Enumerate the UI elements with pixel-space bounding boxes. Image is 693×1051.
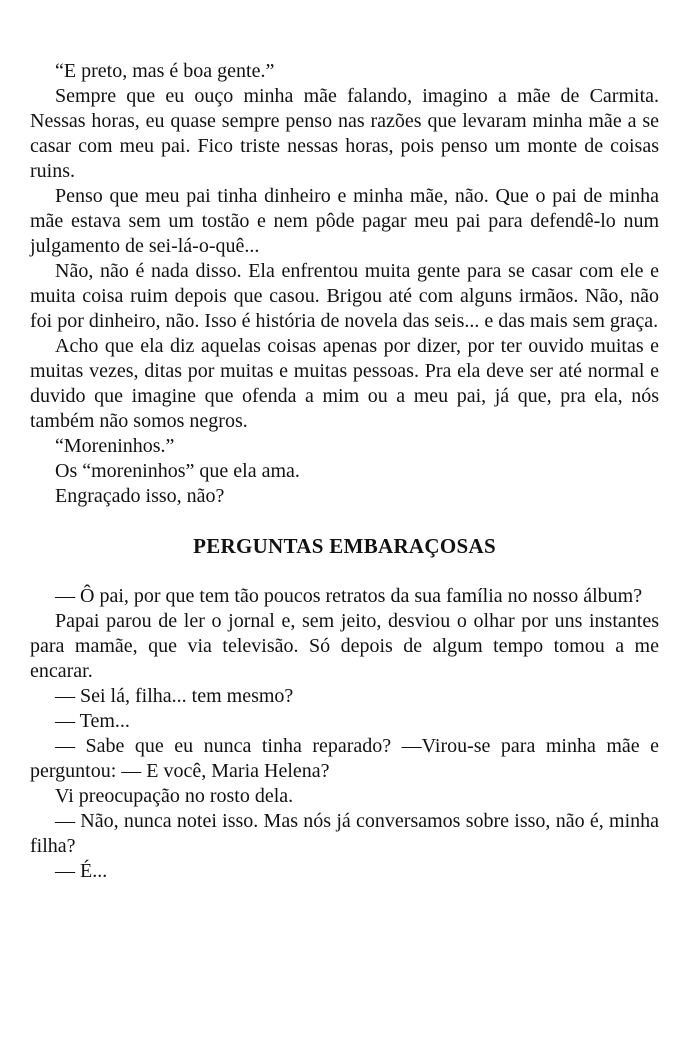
paragraph: “E preto, mas é boa gente.” xyxy=(55,60,275,82)
paragraph: Papai parou de ler o jornal e, sem jeito, desviou o olhar por uns instantes para mamãe, que via televisão. Só depois de algum tempo tomou a me encarar. xyxy=(30,610,659,682)
paragraph: Engraçado isso, não? xyxy=(55,485,225,507)
paragraph: Acho que ela diz aquelas coisas apenas por dizer, por ter ouvido muitas e muitas vezes, ditas por muitas e muitas pessoas. Pra ela deve ser até normal e duvido que imagine que ofenda a mim ou a meu pai, já que, pra ela, nós também não somos negros. xyxy=(30,335,659,432)
section-before-heading xyxy=(30,59,659,509)
chapter-heading: PERGUNTAS EMBARAÇOSAS xyxy=(193,534,496,558)
paragraph: Penso que meu pai tinha dinheiro e minha mãe, não. Que o pai de minha mãe estava sem um tostão e nem pôde pagar meu pai para defendê-lo num julgamento de sei-lá-o-quê... xyxy=(30,185,659,257)
paragraph: Os “moreninhos” que ela ama. xyxy=(55,460,300,482)
paragraph: Sempre que eu ouço minha mãe falando, imagino a mãe de Carmita. Nessas horas, eu quase sempre penso nas razões que levaram minha mãe a se casar com meu pai. Fico triste nessas horas, pois penso um monte de coisas ruins. xyxy=(30,85,659,182)
paragraph: — É... xyxy=(55,860,108,882)
section-after-heading xyxy=(30,584,659,884)
paragraph: “Moreninhos.” xyxy=(55,435,175,457)
paragraph: Não, não é nada disso. Ela enfrentou muita gente para se casar com ele e muita coisa ruim depois que casou. Brigou até com alguns irmãos. Não, não foi por dinheiro, não. Isso é história de novela das seis... e das mais sem graça. xyxy=(30,260,659,332)
paragraph: Vi preocupação no rosto dela. xyxy=(55,785,294,807)
paragraph: — Não, nunca notei isso. Mas nós já conversamos sobre isso, não é, minha filha? xyxy=(30,810,659,857)
paragraph: — Tem... xyxy=(55,710,130,732)
paragraph: — Ô pai, por que tem tão poucos retratos da sua família no nosso álbum? xyxy=(55,585,643,607)
paragraph: — Sabe que eu nunca tinha reparado? —Virou-se para minha mãe e perguntou: — E você, Maria Helena? xyxy=(30,735,659,782)
paragraph: — Sei lá, filha... tem mesmo? xyxy=(55,685,294,707)
